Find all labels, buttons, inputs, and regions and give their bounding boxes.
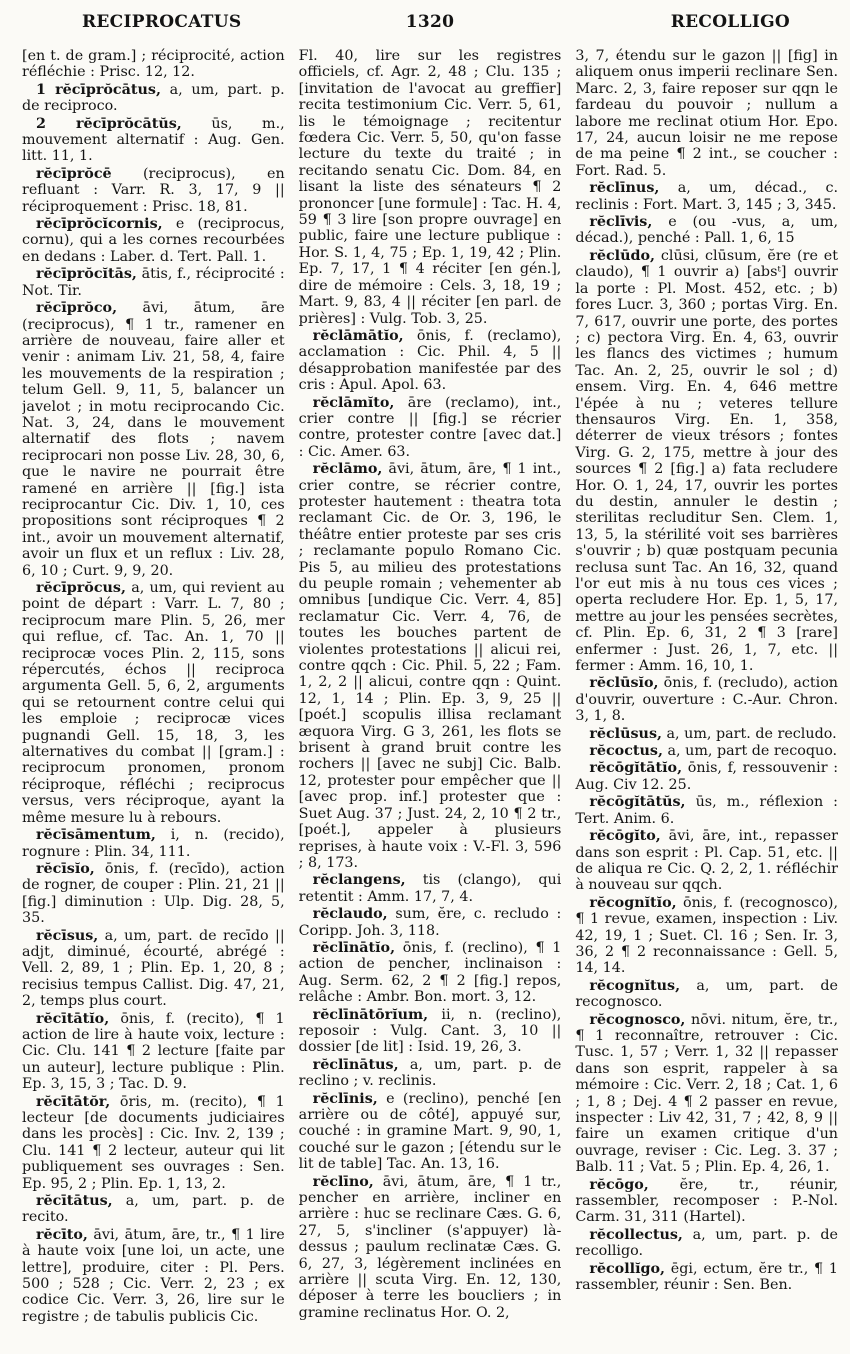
dictionary-entry	[299, 1174, 562, 1322]
entry-text: ĕre, tr., réunir, rassembler, recomposer : P.-Nol. Carm. 31, 311 (Hartel).	[575, 1176, 839, 1226]
dictionary-entry	[22, 1011, 285, 1093]
entry-headword: rĕcīprŏcĭcornis,	[36, 216, 163, 233]
dictionary-entry	[575, 214, 838, 247]
entry-headword: rĕcōgo,	[589, 1176, 649, 1193]
dictionary-entry	[575, 1012, 838, 1176]
column-2	[299, 48, 562, 1348]
entry-text: a, um, qui revient au point de départ : Varr. L. 7, 80 ; reciprocum mare Plin. 5, 26, mer qui reflue, cf. Tac. An. 1, 70 || reciprocæ voces Plin. 2, 115, sons répercutés, échos || reciproca argumenta Gell. 5, 6, 2, arguments qui se retournent contre celui qui les emploie ; reciprocæ vices pugnandi Gell. 15, 18, 3, les alternatives du combat || [gram.] : reciprocum pronomen, pronom réciproque, réfléchi ; reciprocus versus, vers réciproque, ayant la même mesure lu à rebours.	[22, 580, 285, 826]
continued-entry	[22, 48, 285, 81]
entry-text: [en t. de gram.] ; réciprocité, action réfléchie : Prisc. 12, 12.	[22, 48, 285, 81]
entry-text: ōnis, f, ressouvenir : Aug. Civ 12. 25.	[575, 760, 839, 793]
entry-headword: rĕcollectus,	[589, 1226, 683, 1243]
entry-headword: rĕcīsus,	[36, 927, 99, 944]
entry-headword: rĕclūdo,	[589, 247, 656, 264]
running-header	[22, 0, 838, 40]
entry-text: e (ou -vus, a, um, décad.), penché : Pall. 1, 6, 15	[575, 214, 839, 247]
entry-headword: rĕclīnus,	[589, 180, 660, 197]
dictionary-entry	[22, 300, 285, 579]
column-3	[575, 48, 838, 1348]
entry-text: ūs, m., mouvement alternatif : Aug. Gen. litt. 11, 1.	[22, 115, 285, 165]
entry-headword: rĕclīnātus,	[312, 1056, 399, 1073]
entry-headword: rĕcoctus,	[589, 743, 663, 760]
entry-headword: rĕcītātŏr,	[36, 1093, 111, 1110]
entry-headword: rĕclaudo,	[312, 906, 388, 923]
entry-text: ātis, f., réciprocité : Not. Tir.	[22, 266, 285, 299]
entry-text: a, um, part. de recīdo || adjt, diminué, écourté, abrégé : Vell. 2, 89, 1 ; Plin. Ep. 1, 20, 8 ; recisius tempus Callist. Dig. 47, 21, 2, temps plus court.	[22, 927, 285, 1010]
entry-columns	[22, 48, 838, 1348]
entry-text: Fl. 40, lire sur les registres officiels, cf. Agr. 2, 48 ; Clu. 135 ; [invitation de l'avocat au greffier] recita testimonium Cic. Verr. 5, 61, lis le témoignage ; recitentur fœdera Cic. Verr. 5, 50, qu'on fasse lecture du texte du traité ; in recitando senatu Cic. Dom. 84, en lisant la liste des sénateurs ¶ 2 prononcer [une formule] : Tac. H. 4, 59 ¶ 3 lire [son propre ouvrage] en public, faire une lecture publique : Hor. S. 1, 4, 75 ; Ep. 1, 19, 42 ; Plin. Ep. 7, 17, 1 ¶ 4 réciter [en gén.], dire de mémoire : Cels. 3, 18, 19 ; Mart. 9, 83, 4 || réciter [en parl. de prières] : Vulg. Tob. 3, 25.	[298, 48, 562, 327]
entry-headword: 1 rĕcīprŏcātus,	[36, 81, 161, 98]
entry-headword: rĕclangens,	[312, 872, 406, 889]
entry-text: āvi, ātum, āre, ¶ 1 tr., pencher en arrière, incliner en arrière : huc se reclinare Cæs. G. 6, 27, 5, s'incliner (s'appuyer) là-dessus ; paulum reclinatæ Cæs. G. 6, 27, 3, légèrement inclinées en arrière || scuta Virg. En. 12, 130, déposer à terre les boucliers ; in gramine reclinatus Hor. O. 2,	[298, 1173, 562, 1321]
dictionary-entry	[22, 1227, 285, 1325]
entry-headword: rĕcognĭtus,	[589, 977, 681, 994]
dictionary-entry	[575, 760, 838, 793]
entry-text: āvi, ātum, āre, tr., ¶ 1 lire à haute voix [une loi, un acte, une lettre], produire, citer : Pl. Pers. 500 ; 528 ; Cic. Verr. 2, 23 ; ex codice Cic. Verr. 3, 26, lire sur le registre ; de tabulis publicis Cic.	[22, 1226, 285, 1325]
dictionary-entry	[299, 461, 562, 871]
dictionary-entry	[575, 180, 838, 213]
dictionary-entry	[22, 580, 285, 826]
entry-text: ii, n. (reclino), reposoir : Vulg. Cant. 3, 10 || dossier [de lit] : Isid. 19, 26, 3.	[298, 1006, 562, 1056]
dictionary-entry	[22, 1193, 285, 1226]
dictionary-entry	[22, 216, 285, 265]
dictionary-entry	[299, 395, 562, 461]
dictionary-entry	[22, 827, 285, 860]
entry-headword: rĕcōgĭtātŭs,	[589, 794, 686, 811]
entry-text: (reciprocus), en refluant : Varr. R. 3, 17, 9 || réciproquement : Prisc. 18, 81.	[22, 165, 285, 215]
entry-headword: rĕclāmātĭo,	[312, 327, 404, 344]
header-left-guideword: RECIPROCATUS	[82, 12, 242, 32]
dictionary-entry	[22, 166, 285, 215]
entry-text: ūs, m., réflexion : Tert. Anim. 6.	[575, 794, 839, 827]
entry-headword: rĕcīto,	[36, 1226, 88, 1243]
entry-headword: rĕcognosco,	[589, 1011, 686, 1028]
entry-text: i, n. (recido), rognure : Plin. 34, 111.	[22, 827, 285, 860]
dictionary-entry	[299, 872, 562, 905]
entry-headword: 2 rĕcīprŏcātŭs,	[36, 115, 182, 132]
entry-headword: rĕcīprŏcē	[36, 165, 112, 182]
dictionary-entry	[299, 1091, 562, 1173]
entry-text: ōnis, f. (recito), ¶ 1 action de lire à haute voix, lecture : Cic. Clu. 141 ¶ 2 lecture [faite par un auteur], lecture publique : Plin. Ep. 3, 15, 3 ; Tac. D. 9.	[22, 1010, 285, 1093]
entry-headword: rĕclūsĭo,	[589, 675, 659, 692]
entry-text: a, um, part de recoquo.	[662, 743, 838, 760]
entry-headword: rĕcōgĭto,	[589, 828, 661, 845]
dictionary-entry	[299, 906, 562, 939]
entry-headword: rĕcīprŏcĭtās,	[36, 266, 137, 283]
dictionary-entry	[575, 895, 838, 977]
entry-headword: rĕclāmĭto,	[312, 394, 395, 411]
entry-text: ōnis, f. (recīdo), action de rogner, de couper : Plin. 21, 21 || [fig.] diminution : Ulp. Dig. 28, 5, 35.	[22, 860, 285, 927]
entry-text: a, um, part. de recognosco.	[575, 977, 839, 1011]
entry-text: a, um, part. p. de reciproco.	[22, 81, 285, 115]
entry-text: a, um, part. p. de recolligo.	[575, 1226, 839, 1260]
entry-headword: rĕclūsus,	[589, 725, 662, 742]
entry-headword: rĕcognĭtĭo,	[589, 894, 677, 911]
entry-headword: rĕcīprŏco,	[36, 300, 118, 317]
dictionary-entry	[575, 1227, 838, 1260]
entry-text: ōnis, f. (reclino), ¶ 1 action de pencher, inclinaison : Aug. Serm. 62, 2 ¶ 2 [fig.] repos, relâche : Ambr. Bon. mort. 3, 12.	[298, 939, 562, 1006]
dictionary-entry	[22, 82, 285, 115]
entry-headword: rĕcīsĭo,	[36, 860, 95, 877]
dictionary-entry	[22, 861, 285, 927]
entry-text: tis (clango), qui retentit : Amm. 17, 7, 4.	[298, 872, 562, 905]
entry-text: ōnis, f. (recognosco), ¶ 1 revue, examen, inspection : Liv. 42, 19, 1 ; Suet. Cl. 16 ; Sen. Ir. 3, 36, 2 ¶ 2 reconnaissance : Gell. 5, 14, 14.	[575, 894, 839, 977]
dictionary-entry	[299, 1007, 562, 1056]
entry-headword: rĕclāmo,	[312, 461, 383, 478]
dictionary-entry	[22, 1094, 285, 1192]
entry-text: ōnis, f. (recludo), action d'ouvrir, ouverture : C.-Aur. Chron. 3, 1, 8.	[575, 675, 839, 725]
entry-headword: rĕclīvis,	[589, 214, 653, 231]
entry-text: sum, ĕre, c. recludo : Coripp. Joh. 3, 118.	[298, 906, 562, 939]
entry-text: a, um, part. de recludo.	[661, 725, 837, 742]
dictionary-entry	[575, 828, 838, 894]
dictionary-entry	[299, 1057, 562, 1090]
entry-headword: rĕcōgĭtātĭo,	[589, 760, 683, 777]
dictionary-entry	[22, 116, 285, 165]
dictionary-entry	[22, 266, 285, 299]
entry-text: nōvi. nitum, ĕre, tr., ¶ 1 reconnaître, retrouver : Cic. Tusc. 1, 57 ; Verr. 1, 32 || repasser dans son esprit, rappeler à sa mémoire : Cic. Verr. 2, 18 ; Cat. 1, 6 ; 1, 8 ; Dej. 4 ¶ 2 passer en revue, inspecter : Liv 42, 31, 7 ; 42, 8, 9 || faire un examen critique d'un ouvrage, reviser : Cic. Leg. 3. 37 ; Balb. 11 ; Vat. 5 ; Plin. Ep. 4, 26, 1.	[575, 1011, 839, 1176]
continued-entry	[299, 48, 562, 327]
dictionary-entry	[575, 1177, 838, 1226]
continued-entry	[575, 48, 838, 179]
entry-headword: rĕcollĭgo,	[589, 1260, 666, 1277]
entry-text: a, um, part. p. de recito.	[22, 1193, 285, 1226]
entry-text: a, um, décad., c. reclinis : Fort. Mart. 3, 145 ; 3, 345.	[575, 180, 839, 213]
dictionary-entry	[575, 743, 838, 759]
entry-headword: rĕclīno,	[312, 1173, 374, 1190]
entry-text: e (reclino), penché [en arrière ou de côté], appuyé sur, couché : in gramine Mart. 9, 90, 1, couché sur le gazon ; [étendu sur le lit de table] Tac. An. 13, 16.	[298, 1090, 562, 1173]
entry-text: clūsi, clūsum, ĕre (re et claudo), ¶ 1 ouvrir a) [absᵗ] ouvrir la porte : Pl. Most. 452, etc. ; b) fores Lucr. 3, 360 ; portas Virg. En. 7, 617, ouvrir une porte, des portes ; c) pectora Virg. En. 4, 63, ouvrir les flancs des victimes ; humum Tac. An. 2, 25, ouvrir le sol ; d) ensem. Virg. En. 4, 646 mettre l'épée à nu ; veteres tellure thensauros Virg. En. 1, 358, déterrer de vieux trésors ; fontes Virg. G. 2, 175, mettre à jour des sources ¶ 2 [fig.] a) fata recludere Hor. O. 1, 24, 17, ouvrir les portes du destin, annuler le destin ; sterilitas recluditur Sen. Clem. 1, 13, 5, la stérilité voit ses barrières s'ouvrir ; b) quæ postquam pecunia reclusa sunt Tac. An 16, 32, quand l'or eut mis à nu tous ces vices ; operta recludere Hor. Ep. 1, 5, 17, mettre au jour les pensées secrètes, cf. Plin. Ep. 6, 31, 2 ¶ 3 [rare] enfermer : Just. 26, 1, 7, etc. || fermer : Amm. 16, 10, 1.	[575, 247, 839, 675]
dictionary-entry	[575, 1261, 838, 1294]
dictionary-entry	[22, 928, 285, 1010]
entry-headword: rĕclīnis,	[312, 1090, 378, 1107]
entry-headword: rĕcītātus,	[36, 1193, 113, 1210]
entry-text: ōris, m. (recito), ¶ 1 lecteur [de documents judiciaires dans les procès] : Cic. Inv. 2, 139 ; Clu. 141 ¶ 2 lecteur, auteur qui lit publiquement ses ouvrages : Sen. Ep. 95, 2 ; Plin. Ep. 1, 13, 2.	[22, 1093, 285, 1192]
entry-text: āvi, ātum, āre (reciprocus), ¶ 1 tr., ramener en arrière de nouveau, faire aller et venir : animam Liv. 21, 58, 4, faire les mouvements de la respiration ; telum Gell. 9, 11, 5, balancer un javelot ; in motu reciprocando Cic. Nat. 3, 24, dans le mouvement alternatif des flots ; navem reciprocari non posse Liv. 28, 30, 6, que le navire ne pourrait être ramené en arrière || [fig.] ista reciprocantur Cic. Div. 1, 10, ces propositions sont réciproques ¶ 2 int., avoir un mouvement alternatif, avoir un flux et un reflux : Liv. 28, 6, 10 ; Curt. 9, 9, 20.	[22, 300, 285, 579]
entry-text: āvi, āre, int., repasser dans son esprit : Pl. Cap. 51, etc. || de aliqua re Cic. Q. 2, 2, 1. réfléchir à nouveau sur qqch.	[575, 828, 839, 894]
entry-headword: rĕcītātĭo,	[36, 1010, 110, 1027]
page-number: 1320	[405, 12, 455, 32]
entry-text: ōnis, f. (reclamo), acclamation : Cic. Phil. 4, 5 || désapprobation manifestée par des cris : Apul. Apol. 63.	[298, 327, 562, 394]
entry-text: āre (reclamo), int., crier contre || [fig.] se récrier contre, protester contre [avec dat.] : Cic. Amer. 63.	[298, 394, 562, 460]
header-right-guideword: RECOLLIGO	[670, 12, 790, 32]
entry-text: 3, 7, étendu sur le gazon || [fig] in aliquem onus imperii reclinare Sen. Marc. 2, 3, faire reposer sur qqn le fardeau du pouvoir ; nullum a labore me reclinat otium Hor. Epo. 17, 24, aucun loisir ne me repose de ma peine ¶ 2 int., se coucher : Fort. Rad. 5.	[575, 48, 839, 179]
dictionary-entry	[575, 248, 838, 675]
entry-text: ēgi, ectum, ĕre tr., ¶ 1 rassembler, réunir : Sen. Ben.	[575, 1260, 839, 1294]
column-1	[22, 48, 285, 1348]
dictionary-entry	[575, 726, 838, 742]
entry-headword: rĕclīnātĭo,	[312, 939, 396, 956]
dictionary-entry	[299, 940, 562, 1006]
entry-text: a, um, part. p. de reclino ; v. reclinis.	[298, 1056, 562, 1090]
entry-headword: rĕcīsāmentum,	[36, 827, 156, 844]
entry-headword: rĕclīnātōrĭum,	[312, 1006, 429, 1023]
dictionary-entry	[299, 328, 562, 394]
entry-headword: rĕcīprŏcus,	[36, 580, 126, 596]
entry-text: āvi, ātum, āre, ¶ 1 int., crier contre, se récrier contre, protester hautement : theatra tota reclamant Cic. de Or. 3, 196, le théâtre entier proteste par ses cris ; reclamante populo Romano Cic. Pis 5, au milieu des protestations du peuple romain ; vehementer ab omnibus [undique Cic. Verr. 4, 85] reclamatur Cic. Verr. 4, 76, de toutes les bouches partent de violentes protestations || alicui rei, contre qqch : Cic. Phil. 5, 22 ; Fam. 1, 2, 2 || alicui, contre qqn : Quint. 12, 1, 14 ; Plin. Ep. 3, 9, 25 || [poét.] scopulis illisa reclamant æquora Virg. G 3, 261, les flots se brisent à grand bruit contre les rochers || [avec ne subj] Cic. Balb. 12, protester pour empêcher que || [avec prop. inf.] protester que : Suet Aug. 37 ; Just. 24, 2, 10 ¶ 2 tr., [poét.], appeler à plusieurs reprises, à haute voix : V.-Fl. 3, 596 ; 8, 173.	[298, 461, 562, 871]
dictionary-entry	[575, 675, 838, 724]
dictionary-entry	[575, 978, 838, 1011]
entry-text: e (reciprocus, cornu), qui a les cornes recourbées en dedans : Laber. d. Tert. Pall. 1.	[22, 216, 285, 265]
dictionary-entry	[575, 794, 838, 827]
